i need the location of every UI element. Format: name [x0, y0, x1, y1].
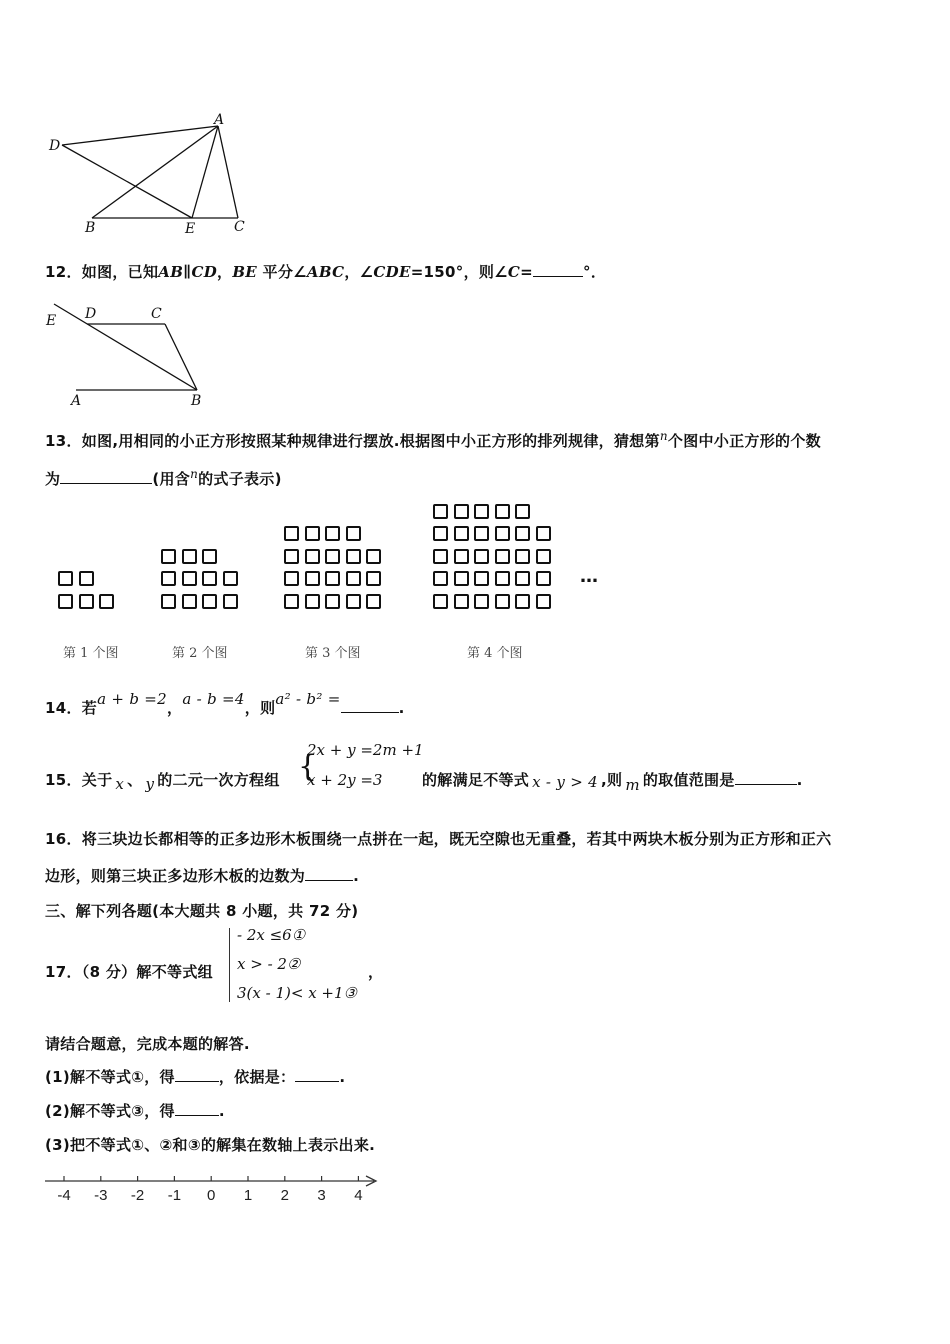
label-a: A: [214, 112, 225, 128]
question-16-line2: [45, 865, 359, 886]
q13-n: n: [659, 429, 668, 443]
small-square: [346, 549, 361, 564]
label-e: E: [46, 313, 57, 329]
small-square: [284, 571, 299, 586]
q16-text: 边形，则第三块正多边形木板的边数为: [45, 867, 306, 885]
q15-y: y: [145, 775, 155, 793]
small-square: [182, 571, 197, 586]
number-line-tick-label: 0: [207, 1187, 216, 1204]
small-square: [433, 526, 448, 541]
number-line-tick-label: -2: [130, 1187, 145, 1204]
small-square: [536, 549, 551, 564]
small-square: [325, 594, 340, 609]
q15-ineq: x - y > 4: [532, 773, 598, 791]
q14-then: ，则: [244, 699, 276, 717]
q12-cde: CDE: [373, 263, 411, 281]
q13-text-b: 个图中小正方形的个数: [667, 432, 821, 450]
pattern-ellipsis: …: [580, 566, 598, 587]
small-square: [454, 594, 469, 609]
q15-x: x: [115, 775, 125, 793]
small-square: [433, 504, 448, 519]
q12-ab-cd: AB∥CD: [158, 263, 217, 281]
label-c: C: [234, 219, 245, 235]
q17-part-1: [45, 1066, 345, 1087]
caption-fig-1: 第 1 个图: [63, 646, 119, 661]
line-da: [62, 126, 218, 145]
small-square: [305, 549, 320, 564]
q15-eq2: x + 2y =3: [307, 771, 383, 789]
q15-text-c: ,则: [601, 771, 623, 789]
small-square: [223, 594, 238, 609]
number-line-tick-label: 1: [243, 1187, 253, 1204]
q12-text-end: °．: [583, 263, 607, 281]
small-square: [284, 526, 299, 541]
small-square: [366, 594, 381, 609]
q17-comma: ，: [368, 963, 384, 981]
small-square: [495, 504, 510, 519]
q15-eq1: 2x + y =2m +1: [307, 741, 424, 759]
small-square: [161, 549, 176, 564]
small-square: [325, 571, 340, 586]
q17-ineq3: 3(x - 1)< x +1③: [237, 984, 357, 1002]
small-square: [454, 549, 469, 564]
small-square: [58, 594, 73, 609]
small-square: [474, 504, 489, 519]
small-square: [495, 571, 510, 586]
small-square: [433, 549, 448, 564]
small-square: [366, 549, 381, 564]
q13-text-d: (用含: [152, 470, 191, 488]
q12-text-e: =150°，则∠: [410, 263, 508, 281]
q14-comma: ，: [167, 699, 183, 717]
small-square: [474, 549, 489, 564]
q17-part2-text: (2)解不等式③，得: [45, 1102, 175, 1120]
q17-part2-end: .: [218, 1102, 225, 1120]
number-line-tick-label: -1: [167, 1187, 182, 1204]
line-de: [62, 145, 192, 218]
q12-text-f: =: [520, 263, 534, 281]
question-17: 17．（8 分）解不等式组: [45, 963, 213, 981]
q15-text-b: 的解满足不等式: [422, 771, 530, 789]
small-square: [495, 594, 510, 609]
small-square: [495, 526, 510, 541]
q14-expr: a² - b² =: [275, 690, 341, 708]
small-square: [284, 594, 299, 609]
q15-text-a: 的二元一次方程组: [157, 771, 280, 789]
small-square: [515, 504, 530, 519]
small-square: [79, 571, 94, 586]
small-square: [433, 571, 448, 586]
small-square: [202, 594, 217, 609]
question-13-line1: [45, 429, 821, 451]
caption-fig-4: 第 4 个图: [467, 646, 523, 661]
section-3-title: 三、解下列各题(本大题共 8 小题，共 72 分): [45, 902, 359, 920]
q12-text-c: 平分∠: [257, 263, 307, 281]
small-square: [536, 594, 551, 609]
small-square: [223, 571, 238, 586]
label-a: A: [71, 393, 82, 409]
small-square: [515, 549, 530, 564]
q14-answer-blank[interactable]: [341, 697, 399, 713]
q12-text: 如图，已知: [81, 263, 159, 281]
question-13-line2: [45, 467, 282, 489]
caption-fig-3: 第 3 个图: [305, 646, 361, 661]
small-square: [536, 526, 551, 541]
q17-part2-blank[interactable]: [175, 1100, 219, 1116]
q13-text-a: 如图,用相同的小正方形按照某种规律进行摆放.根据图中小正方形的排列规律，猜想第: [81, 432, 660, 450]
caption-fig-2: 第 2 个图: [172, 646, 228, 661]
small-square: [454, 571, 469, 586]
small-square: [515, 526, 530, 541]
label-b: B: [191, 393, 202, 409]
small-square: [454, 504, 469, 519]
number-line-tick-label: 2: [280, 1187, 289, 1204]
q17-part1-basis: ，依据是：: [218, 1068, 296, 1086]
label-c: C: [151, 306, 162, 322]
small-square: [161, 594, 176, 609]
q16-answer-blank[interactable]: [305, 865, 353, 881]
q17-instruction: 请结合题意，完成本题的解答.: [45, 1035, 250, 1053]
figure-q12: [40, 298, 220, 410]
q12-text-b: ，: [217, 263, 233, 281]
label-d: D: [85, 306, 97, 322]
small-square: [474, 526, 489, 541]
q15-text-d: 的取值范围是: [642, 771, 735, 789]
small-square: [325, 549, 340, 564]
small-square: [536, 571, 551, 586]
label-b: B: [85, 220, 96, 236]
q15-m: m: [625, 776, 640, 794]
number-line-tick-label: 4: [354, 1187, 363, 1204]
small-square: [99, 594, 114, 609]
small-square: [182, 549, 197, 564]
q14-number: 14．若: [45, 699, 98, 717]
q13-n2: n: [190, 467, 199, 481]
q17-part1-blank-basis[interactable]: [295, 1066, 339, 1082]
small-square: [474, 594, 489, 609]
q17-brace: [229, 928, 234, 1002]
small-square: [284, 549, 299, 564]
q13-number: 13．: [45, 432, 82, 450]
small-square: [474, 571, 489, 586]
small-square: [58, 571, 73, 586]
q17-part1-blank-result[interactable]: [175, 1066, 219, 1082]
small-square: [161, 571, 176, 586]
q12-be: BE: [232, 263, 258, 281]
small-square: [202, 571, 217, 586]
small-square: [515, 594, 530, 609]
q12-text-d: ，∠: [344, 263, 374, 281]
small-square: [433, 594, 448, 609]
q17-ineq2: x > - 2②: [237, 955, 301, 973]
question-12: [45, 261, 606, 282]
q15-end: .: [796, 771, 803, 789]
number-line-tick-label: 3: [317, 1187, 326, 1204]
q15-sep: 、: [127, 771, 143, 789]
q12-number: 12．: [45, 263, 82, 281]
small-square: [346, 526, 361, 541]
q13-text-e: 的式子表示): [198, 470, 282, 488]
q14-end: .: [398, 699, 405, 717]
small-square: [202, 549, 217, 564]
small-square: [366, 571, 381, 586]
q12-c: C: [507, 263, 521, 281]
q17-part1-text: (1)解不等式①，得: [45, 1068, 175, 1086]
q15-number: 15．关于: [45, 771, 113, 789]
figure-q11: [40, 112, 260, 237]
small-square: [305, 526, 320, 541]
q15-answer-blank[interactable]: [735, 769, 797, 785]
small-square: [325, 526, 340, 541]
small-square: [305, 571, 320, 586]
small-square: [454, 526, 469, 541]
number-line: [40, 1170, 390, 1210]
number-line-tick-label: -4: [57, 1187, 71, 1204]
question-15: [45, 769, 280, 793]
q16-end: .: [353, 867, 360, 885]
small-square: [79, 594, 94, 609]
question-16-line1: 16．将三块边长都相等的正多边形木板围绕一点拼在一起，既无空隙也无重叠，若其中两块木板分别为正方形和正六: [45, 830, 832, 848]
q14-eq2: a - b =4: [182, 690, 245, 708]
q17-ineq1: - 2x ≤6①: [237, 926, 306, 944]
number-line-tick-label: -3: [94, 1187, 108, 1204]
line-ea: [192, 126, 218, 218]
q13-text-c: 为: [45, 470, 61, 488]
small-square: [305, 594, 320, 609]
q12-abc: ABC: [306, 263, 345, 281]
small-square: [346, 594, 361, 609]
q17-part-3: (3)把不等式①、②和③的解集在数轴上表示出来.: [45, 1136, 376, 1154]
q17-part-2: [45, 1100, 225, 1121]
question-14: [45, 690, 405, 718]
small-square: [495, 549, 510, 564]
line-ac: [218, 126, 238, 218]
q13-answer-blank[interactable]: [60, 468, 152, 484]
q17-part1-end: .: [339, 1068, 346, 1086]
question-15-cont: [422, 769, 803, 794]
q15-brace: {: [298, 749, 318, 784]
small-square: [346, 571, 361, 586]
q14-eq1: a + b =2: [97, 690, 168, 708]
q12-answer-blank[interactable]: [533, 261, 583, 277]
label-d: D: [49, 138, 61, 154]
small-square: [182, 594, 197, 609]
label-e: E: [185, 221, 196, 237]
small-square: [515, 571, 530, 586]
